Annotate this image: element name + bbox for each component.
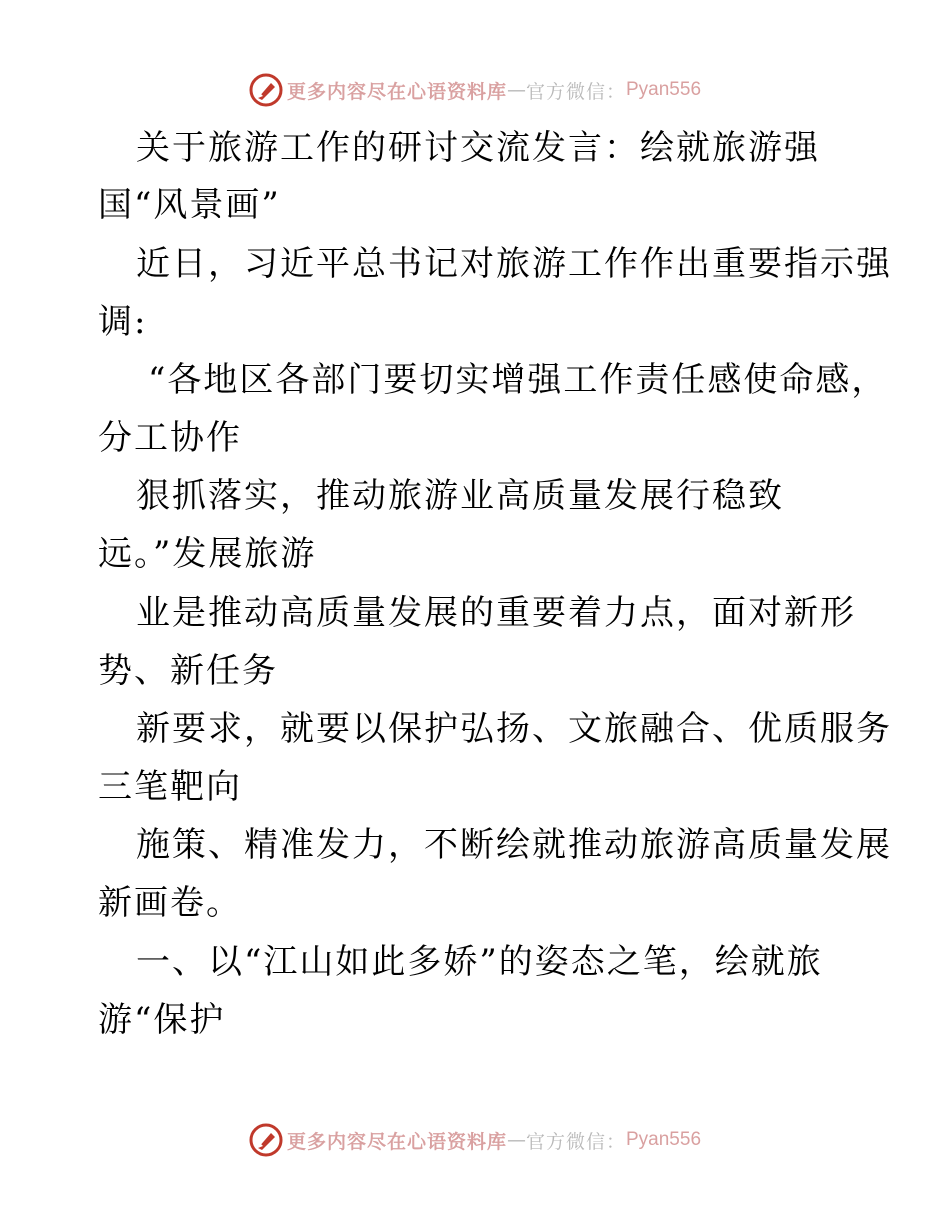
paragraph-line: 势、新任务 bbox=[98, 651, 278, 691]
paragraph-line: 业是推动高质量发展的重要着力点，面对新形 bbox=[136, 593, 856, 633]
paragraph-line: 施策、精准发力，不断绘就推动旅游高质量发展 bbox=[136, 825, 892, 865]
paragraph-line: 分工协作 bbox=[98, 418, 242, 458]
banner-contact-label: 官方微信： bbox=[525, 80, 626, 103]
banner-dash: — bbox=[506, 79, 526, 101]
footer-banner bbox=[0, 1120, 950, 1160]
paragraph-line: 三笔靶向 bbox=[98, 767, 242, 807]
paragraph-line: 新要求，就要以保护弘扬、文旅融合、优质服务 bbox=[136, 709, 892, 749]
paragraph-line: 新画卷。 bbox=[98, 883, 242, 923]
banner-contact-label: 官方微信： bbox=[525, 1130, 626, 1153]
paragraph-line: 调: bbox=[98, 302, 148, 342]
section-heading-line: 一、以“江山如此多娇”的姿态之笔，绘就旅 bbox=[136, 942, 823, 982]
banner-brand: 更多内容尽在心语资料库 bbox=[286, 1130, 507, 1153]
paragraph-line: “各地区各部门要切实增强工作责任感使命感， bbox=[148, 360, 888, 400]
banner-wechat-id: Pyan556 bbox=[626, 79, 702, 100]
paragraph-line: 近日，习近平总书记对旅游工作作出重要指示强 bbox=[136, 244, 892, 284]
paragraph-line: 远。”发展旅游 bbox=[98, 534, 317, 574]
section-heading-line: 游“保护 bbox=[98, 1000, 226, 1040]
pen-logo-icon bbox=[249, 73, 283, 107]
banner-dash: — bbox=[506, 1129, 526, 1151]
title-line-1: 关于旅游工作的研讨交流发言：绘就旅游强 bbox=[136, 128, 820, 168]
title-line-2: 国“风景画” bbox=[98, 185, 281, 225]
pen-logo-icon bbox=[249, 1123, 283, 1157]
paragraph-line: 狠抓落实，推动旅游业高质量发展行稳致 bbox=[136, 476, 784, 516]
banner-wechat-id: Pyan556 bbox=[626, 1129, 702, 1150]
header-banner bbox=[0, 70, 950, 110]
banner-brand: 更多内容尽在心语资料库 bbox=[286, 80, 507, 103]
